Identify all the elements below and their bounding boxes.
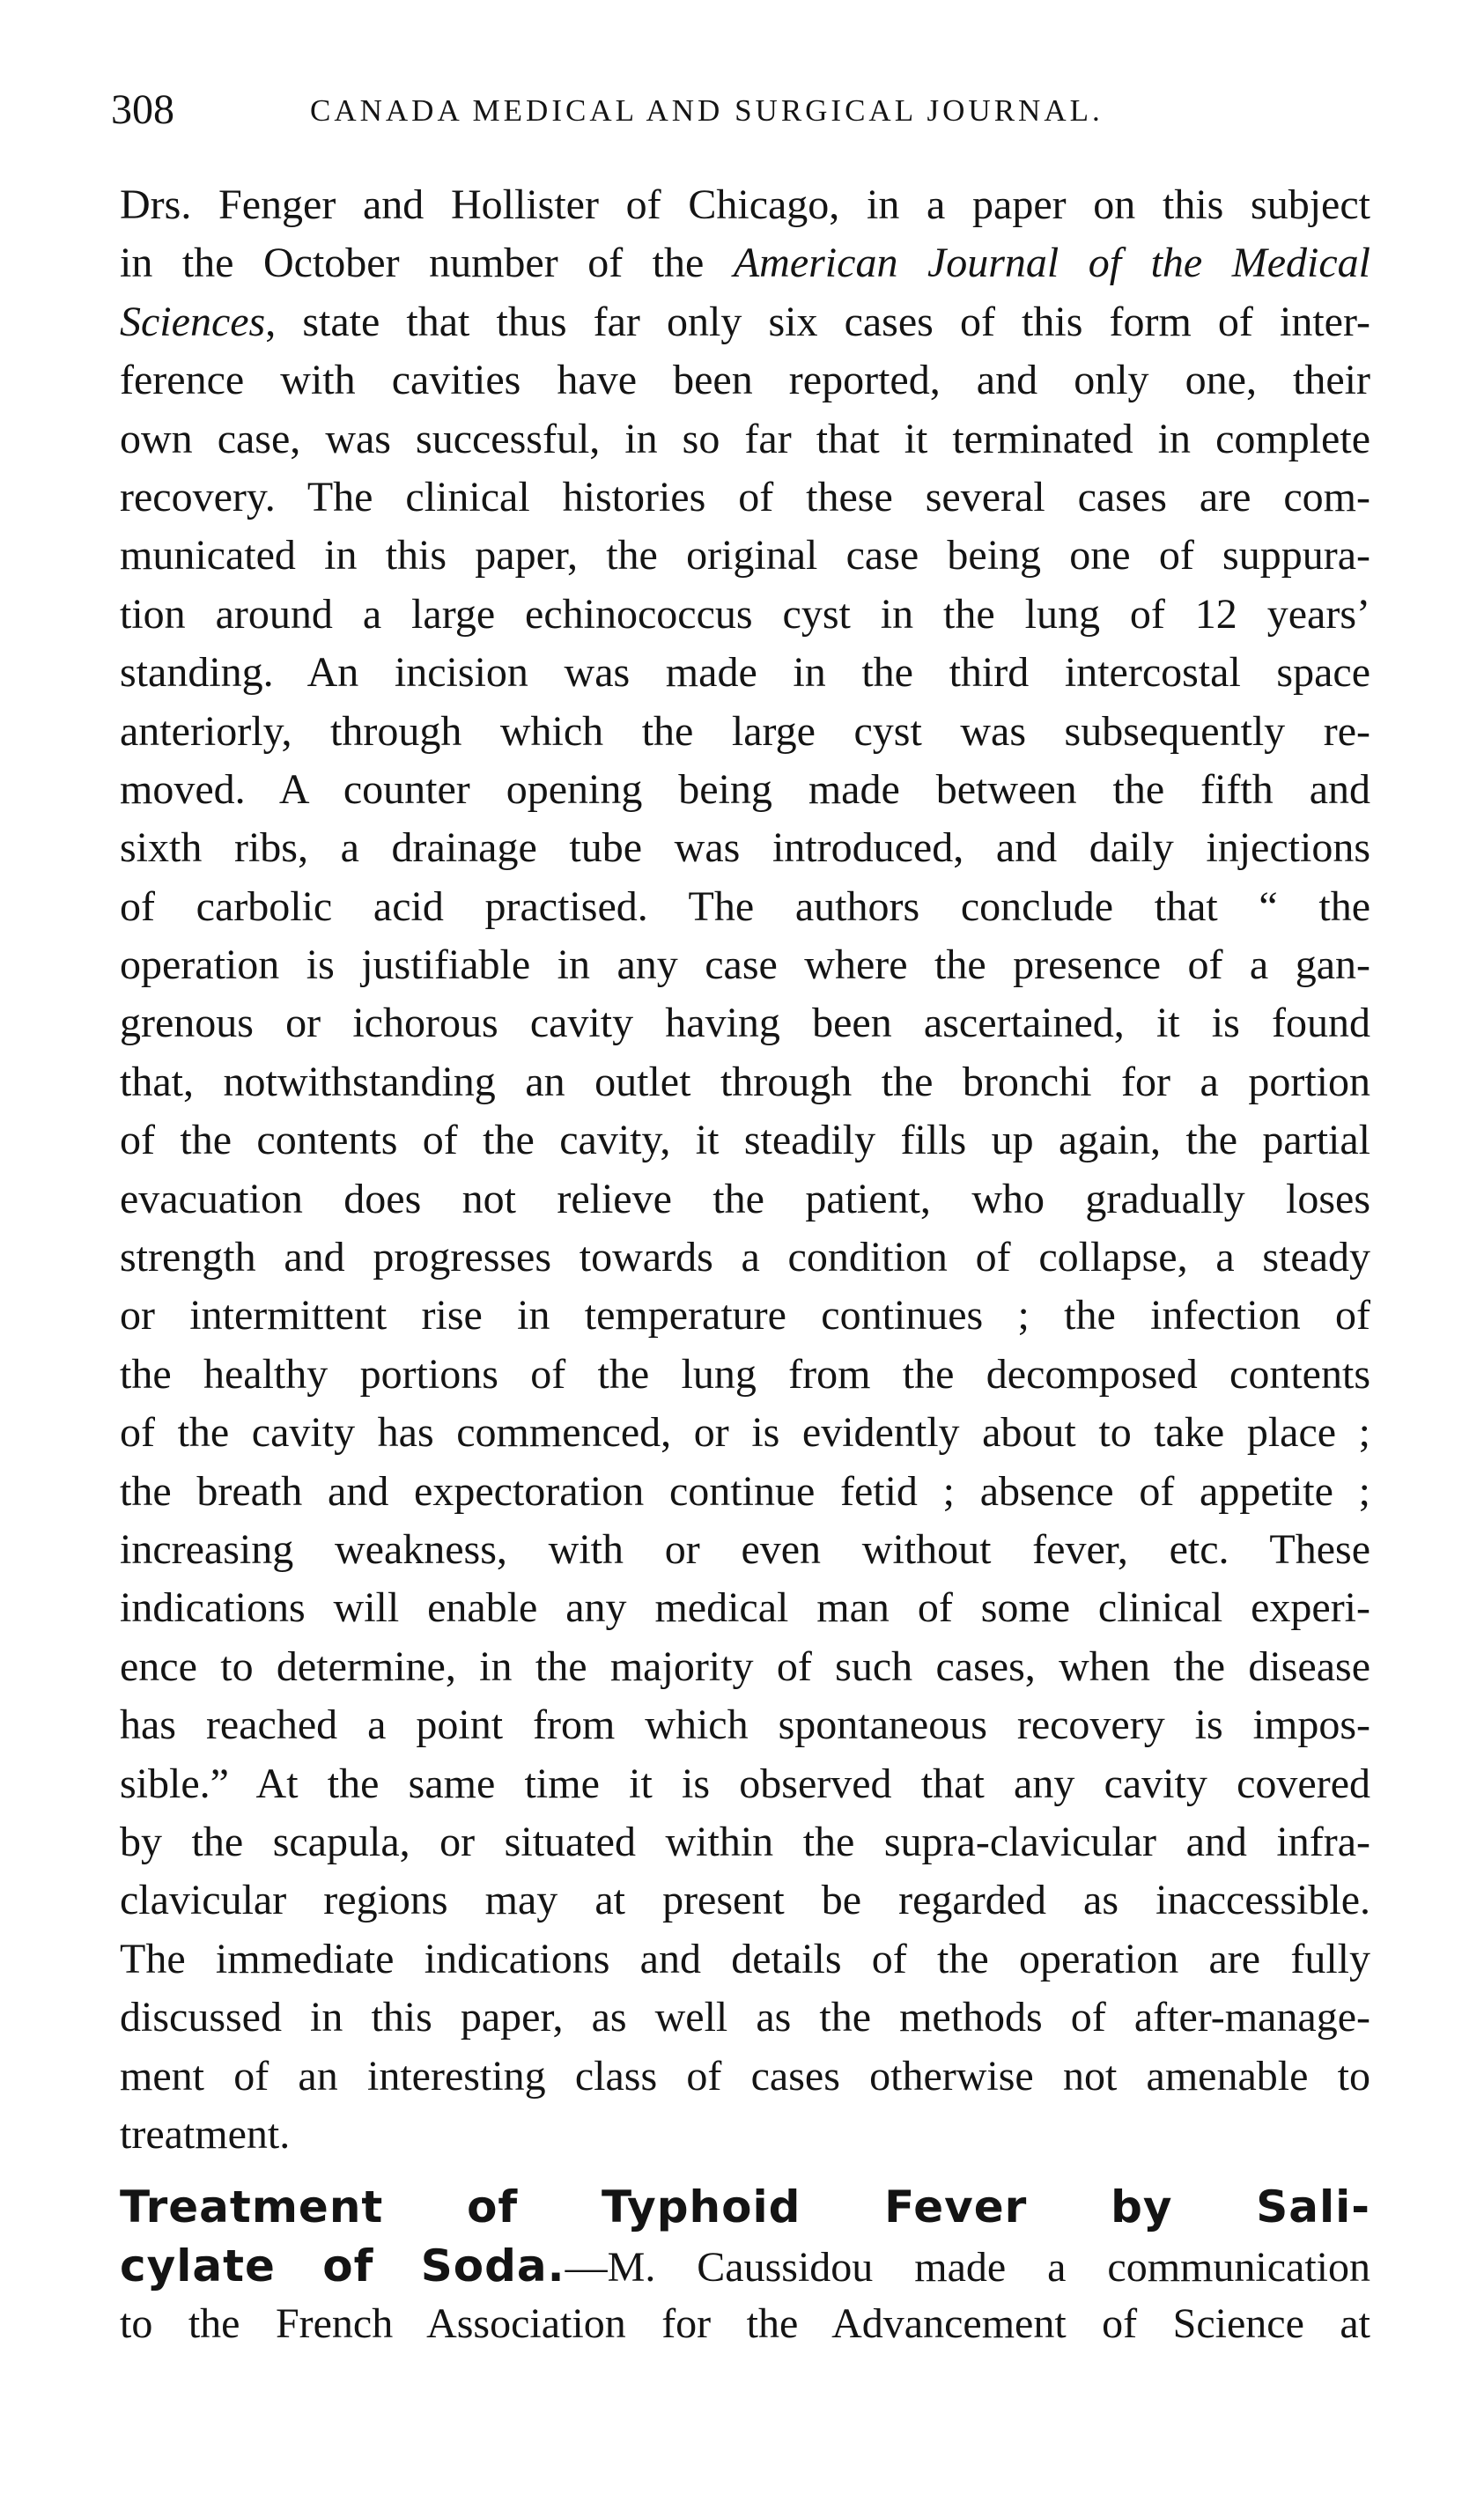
text-line bbox=[120, 1579, 1370, 1637]
text-span: ment of an interesting class of cases otherwise not amenable to bbox=[120, 2052, 1370, 2100]
text-line bbox=[120, 1229, 1370, 1287]
section-heading-line bbox=[120, 2178, 1370, 2236]
text-line bbox=[120, 1463, 1370, 1521]
text-line bbox=[120, 2237, 1370, 2295]
text-line bbox=[120, 936, 1370, 994]
text-line bbox=[120, 234, 1370, 292]
text-line bbox=[120, 1404, 1370, 1462]
text-line bbox=[120, 1287, 1370, 1345]
text-span: or intermittent rise in temperature continues ; the infection of bbox=[120, 1292, 1370, 1340]
text-span: , state that thus far only six cases of this form of inter- bbox=[265, 298, 1370, 345]
text-span: moved. A counter opening being made between the fifth and bbox=[120, 765, 1370, 813]
text-span: Drs. Fenger and Hollister of Chicago, in a paper on this subject bbox=[120, 181, 1370, 228]
text-span: the healthy portions of the lung from the decomposed contents bbox=[120, 1350, 1370, 1398]
page-header bbox=[111, 84, 1185, 137]
text-line bbox=[120, 1638, 1370, 1696]
paragraph-fenger-hollister bbox=[120, 176, 1370, 2164]
text-line bbox=[120, 351, 1370, 410]
text-line bbox=[120, 1871, 1370, 1930]
text-line bbox=[120, 1053, 1370, 1111]
text-span: operation is justifiable in any case where the presence of a gan- bbox=[120, 941, 1370, 989]
section-heading: Treatment of Typhoid Fever by Sali- bbox=[120, 2181, 1370, 2233]
section-typhoid-fever bbox=[120, 2178, 1370, 2353]
text-span: ence to determine, in the majority of such cases, when the disease bbox=[120, 1642, 1370, 1690]
text-span: recovery. The clinical histories of these several cases are com- bbox=[120, 473, 1370, 520]
text-span: standing. An incision was made in the third intercostal space bbox=[120, 649, 1370, 697]
text-span: sixth ribs, a drainage tube was introduced, and daily injections bbox=[120, 824, 1370, 872]
text-span: ference with cavities have been reported, and only one, their bbox=[120, 357, 1370, 404]
text-line bbox=[120, 1346, 1370, 1404]
text-span: clavicular regions may at present be regarded as inaccessible. bbox=[120, 1877, 1370, 1924]
text-span: to the French Association for the Advancement of Science at bbox=[120, 2300, 1370, 2348]
section-heading: cylate of Soda. bbox=[120, 2240, 565, 2292]
text-span: in the October number of the bbox=[120, 240, 734, 287]
text-span: strength and progresses towards a condition of collapse, a steady bbox=[120, 1234, 1370, 1281]
text-span: by the scapula, or situated within the supra-clavicular and infra- bbox=[120, 1818, 1370, 1865]
text-line bbox=[120, 469, 1370, 527]
text-span: has reached a point from which spontaneous recovery is impos- bbox=[120, 1701, 1370, 1749]
text-line bbox=[120, 2106, 1370, 2164]
text-line bbox=[120, 176, 1370, 234]
text-line bbox=[120, 1111, 1370, 1170]
text-line bbox=[120, 2295, 1370, 2353]
text-span: of carbolic acid practised. The authors conclude that “ the bbox=[120, 882, 1370, 930]
text-span: grenous or ichorous cavity having been ascertained, it is found bbox=[120, 1000, 1370, 1047]
text-span: the breath and expectoration continue fetid ; absence of appetite ; bbox=[120, 1467, 1370, 1515]
text-line bbox=[120, 527, 1370, 585]
page-number: 308 bbox=[111, 86, 174, 133]
text-span: treatment. bbox=[120, 2110, 291, 2158]
text-line bbox=[120, 761, 1370, 819]
text-line bbox=[120, 994, 1370, 1052]
text-line bbox=[120, 1521, 1370, 1579]
text-line bbox=[120, 703, 1370, 761]
text-span: tion around a large echinococcus cyst in the lung of 12 years’ bbox=[120, 590, 1370, 638]
text-line bbox=[120, 644, 1370, 702]
running-head: CANADA MEDICAL AND SURGICAL JOURNAL. bbox=[310, 93, 1104, 128]
text-line bbox=[120, 1930, 1370, 1989]
text-span: of the contents of the cavity, it steadily fills up again, the partial bbox=[120, 1117, 1370, 1164]
text-span: discussed in this paper, as well as the methods of after-manage- bbox=[120, 1994, 1370, 2041]
text-line bbox=[120, 878, 1370, 936]
journal-title-italic: Sciences bbox=[120, 298, 266, 345]
text-line bbox=[120, 1755, 1370, 1813]
journal-title-italic: American Journal of the Medical bbox=[733, 240, 1370, 287]
text-span: that, notwithstanding an outlet through the bronchi for a portion bbox=[120, 1058, 1370, 1105]
text-span: The immediate indications and details of the operation are fully bbox=[120, 1935, 1370, 1982]
text-line bbox=[120, 819, 1370, 877]
text-line bbox=[120, 1989, 1370, 2047]
text-line bbox=[120, 1813, 1370, 1871]
text-line bbox=[120, 410, 1370, 469]
text-span: indications will enable any medical man of some clinical experi- bbox=[120, 1584, 1370, 1632]
text-span: municated in this paper, the original case being one of suppura- bbox=[120, 532, 1370, 579]
text-line bbox=[120, 586, 1370, 644]
text-span: evacuation does not relieve the patient, who gradually loses bbox=[120, 1175, 1370, 1222]
text-span: increasing weakness, with or even without fever, etc. These bbox=[120, 1525, 1370, 1573]
text-line bbox=[120, 2048, 1370, 2106]
text-line bbox=[120, 1170, 1370, 1229]
text-span: sible.” At the same time it is observed that any cavity covered bbox=[120, 1760, 1370, 1807]
text-line bbox=[120, 293, 1370, 351]
text-span: anteriorly, through which the large cyst was subsequently re- bbox=[120, 707, 1370, 755]
text-span: of the cavity has commenced, or is evidently about to take place ; bbox=[120, 1409, 1370, 1457]
text-span: —M. Caussidou made a communication bbox=[565, 2243, 1370, 2291]
text-span: own case, was successful, in so far that it terminated in complete bbox=[120, 415, 1370, 462]
text-line bbox=[120, 1696, 1370, 1754]
article-body bbox=[120, 176, 1370, 2353]
